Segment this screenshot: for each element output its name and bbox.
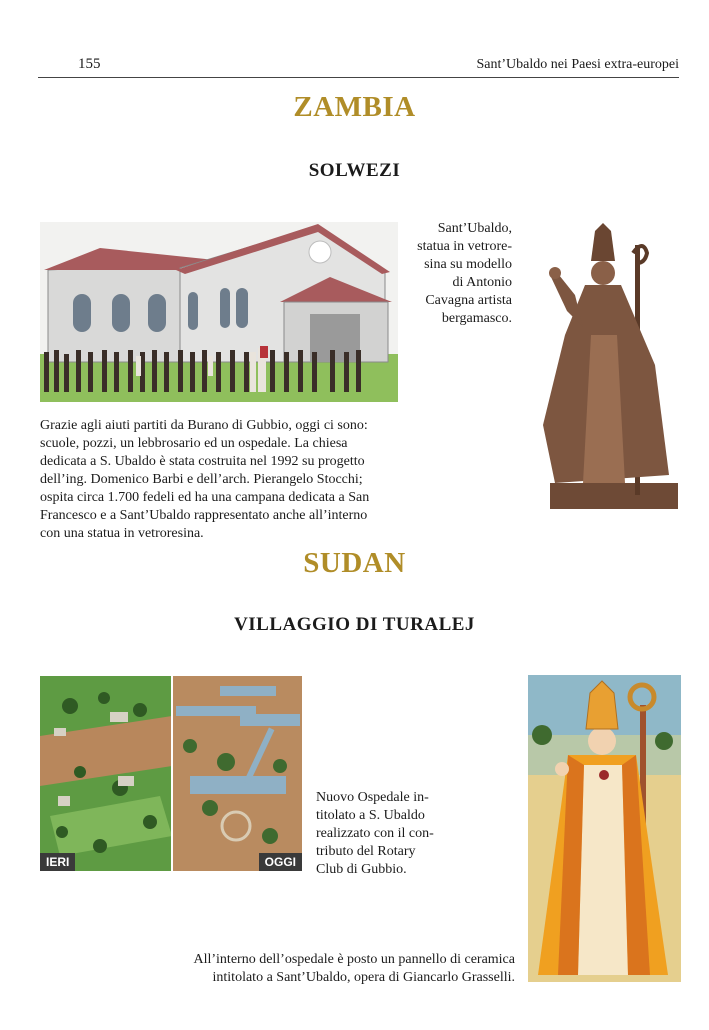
zambia-paragraph: Grazie agli aiuti partiti da Burano di Gubbio, oggi ci sono: scuole, pozzi, un lebbrosario ed un ospedale. La chiesa dedicata a S. Ubaldo è stata costruita nel 1992 su progetto dell’ing. Domenico Barbi e dell’arch. Pierangelo Stocchi; ospita circa 1.700 fedeli ed ha una campana dedicata a San Francesco e a Sant’Ubaldo rappresentato anche all’interno con una statua in vetroresina. (40, 418, 370, 541)
header-rule (38, 77, 679, 78)
aerial-photo (40, 676, 302, 871)
statue-photo (525, 215, 685, 515)
statue-caption: Sant’Ubaldo, statua in vetrore-sina su modello di Antonio Cavagna artista bergamasco. (417, 221, 512, 326)
hospital-caption: Nuovo Ospedale in-titolato a S. Ubaldo realizzato con il con-tributo del Rotary Club di Gubbio. (316, 790, 434, 877)
page-number: 155 (78, 56, 101, 72)
zambia-heading: ZAMBIA (293, 91, 416, 123)
ceramic-caption: All’interno dell’ospedale è posto un pannello di ceramica intitolato a Sant’Ubaldo, opera di Giancarlo Grasselli. (193, 952, 515, 985)
turalej-heading: VILLAGGIO DI TURALEJ (234, 614, 475, 635)
label-oggi: OGGI (259, 853, 302, 871)
label-ieri: IERI (40, 853, 75, 871)
running-title: Sant’Ubaldo nei Paesi extra-europei (476, 57, 679, 72)
church-photo (40, 222, 398, 402)
sudan-heading: SUDAN (303, 547, 406, 579)
solwezi-heading: SOLWEZI (308, 160, 401, 181)
ceramic-panel-photo (528, 675, 681, 982)
